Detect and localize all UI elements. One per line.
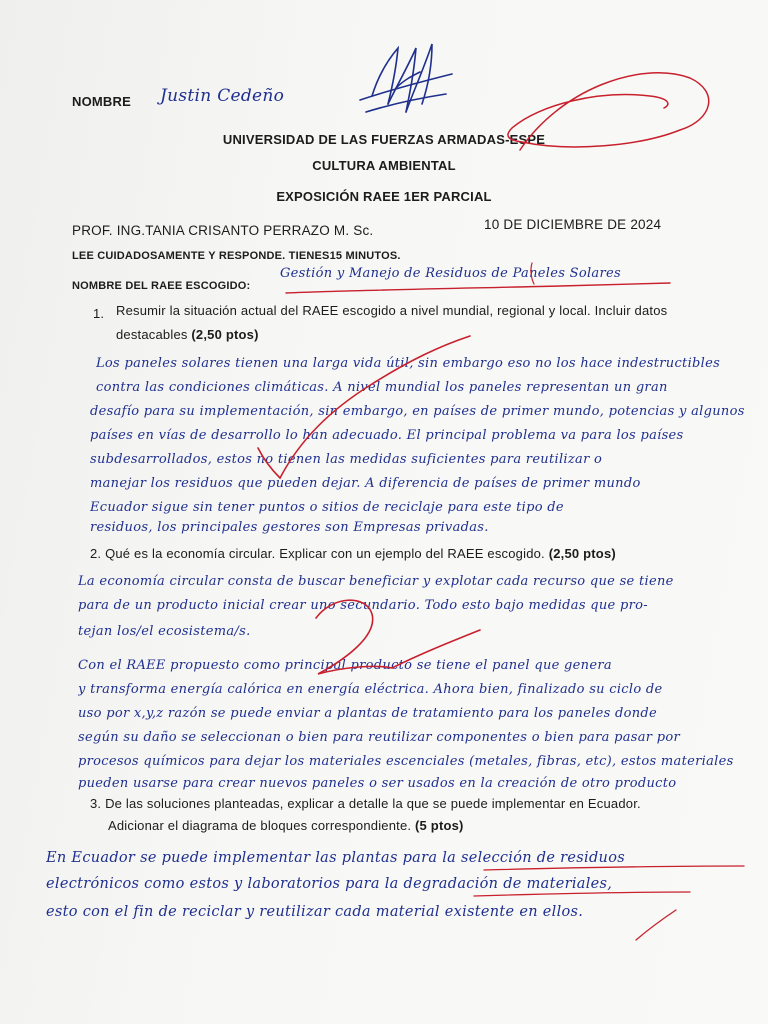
q1-text-line2 [116,327,259,342]
answer-line: electrónicos como estos y laboratorios para la degradación de materiales, [46,876,613,892]
answer-line: tejan los/el ecosistema/s. [78,624,251,639]
answer-line: países en vías de desarrollo lo han adecuado. El principal problema va para los países [90,428,684,443]
q1-points: (2,50 ptos) [191,327,259,342]
q1-number: 1. [93,306,105,321]
signature-mark [360,44,452,112]
name-label: NOMBRE [72,94,131,109]
answer-line: contra las condiciones climáticas. A nivel mundial los paneles representan un gran [96,380,668,395]
university-title: UNIVERSIDAD DE LAS FUERZAS ARMADAS-ESPE [222,132,546,147]
answer-line: y transforma energía calórica en energía eléctrica. Ahora bien, finalizado su ciclo de [78,682,663,697]
answer-line: uso por x,y,z razón se puede enviar a plantas de tratamiento para los paneles donde [78,706,658,721]
red-underline [286,283,670,293]
exam-title: EXPOSICIÓN RAEE 1ER PARCIAL [276,189,492,204]
q2-text: Qué es la economía circular. Explicar con un ejemplo del RAEE escogido. [105,546,545,561]
answer-line: subdesarrollados, estos no tienen las medidas suficientes para reutilizar o [90,452,603,467]
answer-line: esto con el fin de reciclar y reutilizar cada material existente en ellos. [46,904,584,920]
answer-line: manejar los residuos que pueden dejar. A diferencia de países de primer mundo [90,476,641,491]
answer-line: Los paneles solares tienen una larga vida útil, sin embargo eso no los hace indestructibles [96,356,721,371]
answer-line: desafío para su implementación, sin embargo, en países de primer mundo, potencias y algunos [90,404,745,419]
q2-number: 2. [90,546,102,561]
course-title: CULTURA AMBIENTAL [312,158,456,173]
answer-line: En Ecuador se puede implementar las plantas para la selección de residuos [46,850,625,866]
answer-line: procesos químicos para dejar los materiales escenciales (metales, fibras, etc), estos materiales [78,754,734,769]
q3-text-line2: Adicionar el diagrama de bloques correspondiente. [108,818,412,833]
student-name: Justin Cedeño [160,86,285,106]
answer-line: La economía circular consta de buscar beneficiar y explotar cada recurso que se tiene [78,574,674,589]
raee-value: Gestión y Manejo de Residuos de Paneles Solares [280,266,621,281]
q3-number: 3. [90,796,102,811]
answer-line: pueden usarse para crear nuevos paneles o ser usados en la creación de otro producto [78,776,677,791]
q1-text-line2-text: destacables [116,327,188,342]
answer-line: residuos, los principales gestores son Empresas privadas. [90,520,489,535]
raee-label: NOMBRE DEL RAEE ESCOGIDO: [72,280,251,292]
exam-date: 10 DE DICIEMBRE DE 2024 [484,217,662,232]
answer-line: para de un producto inicial crear uno secundario. Todo esto bajo medidas que pro- [78,598,648,613]
q3-points: (5 ptos) [415,818,464,833]
answer-line: Ecuador sigue sin tener puntos o sitios de reciclaje para este tipo de [90,500,564,515]
q2-points: (2,50 ptos) [548,546,616,561]
answer-line: Con el RAEE propuesto como principal producto se tiene el panel que genera [78,658,612,673]
professor-name: PROF. ING.TANIA CRISANTO PERRAZO M. Sc. [72,223,374,238]
answer-line: según su daño se seleccionan o bien para reutilizar componentes o bien para pasar por [78,730,681,745]
instructions: LEE CUIDADOSAMENTE Y RESPONDE. TIENES15 MINUTOS. [72,250,401,262]
q3-text-line1: De las soluciones planteadas, explicar a detalle la que se puede implementar en Ecuador. [105,796,641,811]
q1-text-line1: Resumir la situación actual del RAEE escogido a nivel mundial, regional y local. Incluir datos [116,303,668,318]
